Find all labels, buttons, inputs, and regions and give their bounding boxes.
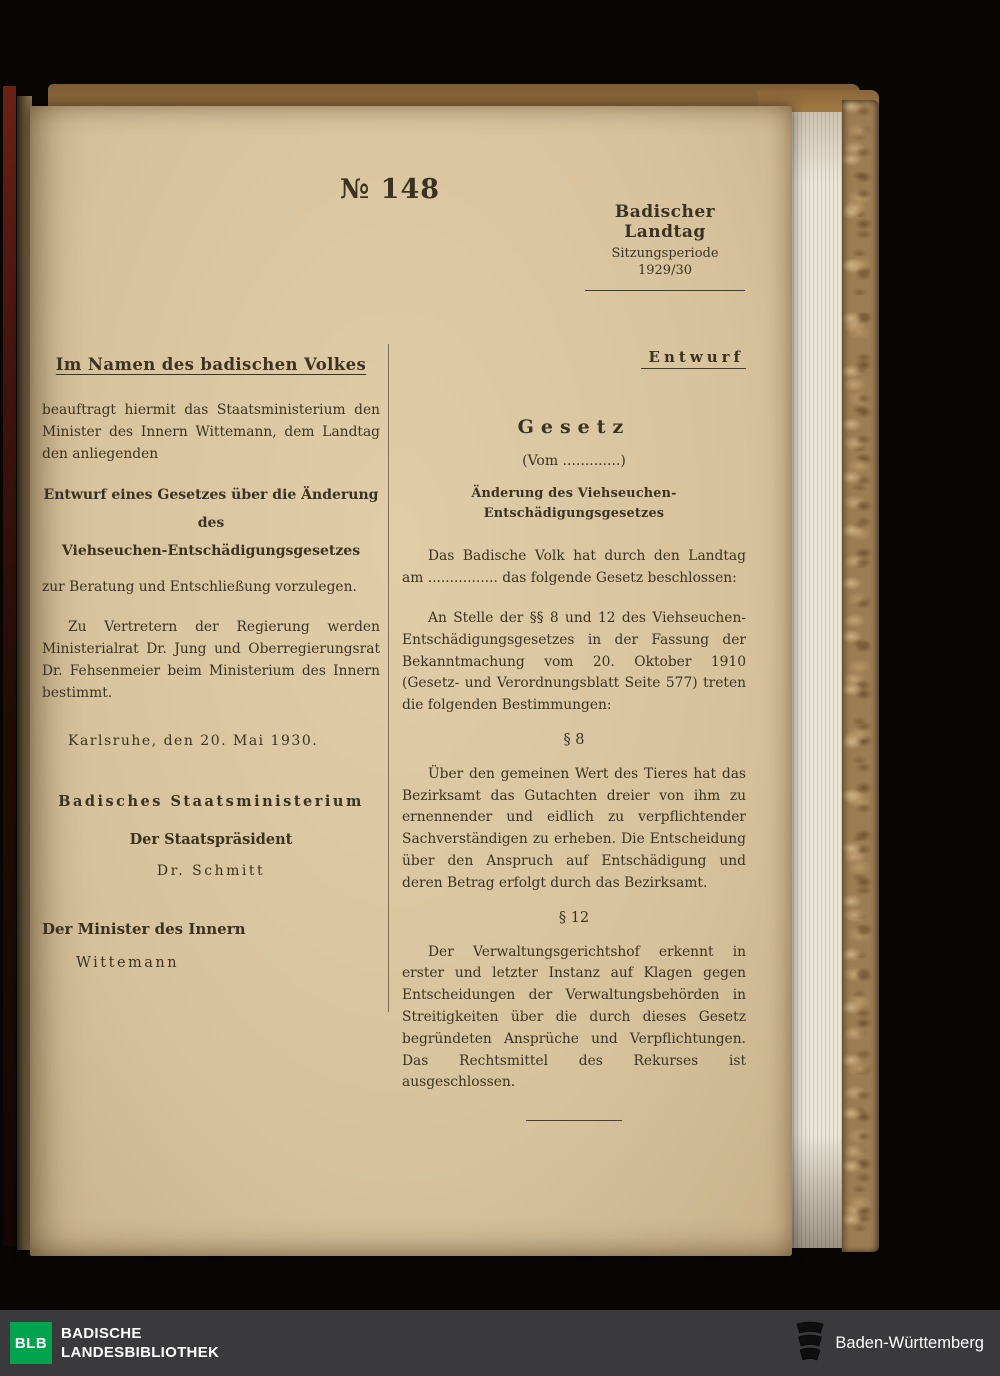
representatives-paragraph: Zu Vertretern der Regierung werden Ministerialrat Dr. Jung und Oberregierungsrat Dr. Fehsenmeier beim Ministerium des Innern bestimmt.	[42, 619, 380, 701]
library-name-line1: BADISCHE	[61, 1324, 142, 1342]
left-column	[42, 352, 380, 975]
session-period-value: 1929/30	[637, 263, 692, 278]
law-date-placeholder: (Vom .............)	[522, 452, 626, 469]
ministry-name: Badisches Staatsministerium	[58, 792, 364, 810]
law-heading: Gesetz	[517, 415, 631, 438]
law-subtitle: Änderung des Viehseuchen-Entschädigungsgesetzes	[471, 485, 677, 522]
draft-title-line1: Entwurf eines Gesetzes über die Änderung des	[43, 487, 379, 532]
purpose-paragraph: zur Beratung und Entschließung vorzulegen.	[42, 579, 357, 596]
library-name-line2: LANDESBIBLIOTHEK	[61, 1344, 220, 1361]
draft-title	[42, 481, 380, 565]
session-period-label: Sitzungsperiode	[611, 246, 719, 261]
baden-wuerttemberg-coat-of-arms-icon	[793, 1321, 827, 1365]
landtag-header-block	[585, 202, 745, 291]
section-8-text: Über den gemeinen Wert des Tieres hat das Bezirksamt das Gutachten dreier von ihm zu ernennender und eidlich zu verpflichtender Sachverständigen zu erheben. Die Entscheidung über den Anspruch auf Entschädigung und deren Betrag erfolgt durch das Bezirksamt.	[402, 765, 746, 891]
book-spine-edge	[3, 86, 16, 1246]
draft-label: Entwurf	[402, 346, 746, 370]
library-name	[61, 1324, 219, 1362]
column-divider-rule	[388, 344, 389, 1012]
section-12-label: § 12	[558, 909, 590, 926]
closing-rule	[526, 1120, 622, 1121]
dateline: Karlsruhe, den 20. Mai 1930.	[68, 733, 319, 750]
president-title: Der Staatspräsident	[129, 831, 293, 849]
institution-name: Badischer Landtag	[614, 202, 716, 242]
president-signature: Dr. Schmitt	[156, 863, 266, 880]
enactment-paragraph: Das Badische Volk hat durch den Landtag am ................ das folgende Gesetz beschlossen:	[402, 548, 746, 587]
right-column	[402, 346, 746, 1121]
library-footer-bar	[0, 1310, 1000, 1376]
marbled-cover-edge	[842, 100, 879, 1252]
minister-signature: Wittemann	[76, 955, 180, 972]
scanned-page	[30, 106, 792, 1256]
document-number: № 148	[339, 174, 441, 205]
proclamation-heading: Im Namen des badischen Volkes	[55, 355, 367, 374]
page-stack-fore-edge	[786, 112, 848, 1248]
amendment-paragraph: An Stelle der §§ 8 und 12 des Viehseuchen-Entschädigungsgesetzes in der Fassung der Bekanntmachung vom 20. Oktober 1910 (Gesetz- und Verordnungsblatt Seite 577) treten die folgenden Bestimmungen:	[402, 609, 746, 714]
draft-title-line2: Viehseuchen-Entschädigungsgesetzes	[61, 543, 361, 560]
state-name: Baden-Württemberg	[835, 1333, 984, 1352]
section-12-text: Der Verwaltungsgerichtshof erkennt in erster und letzter Instanz auf Klagen gegen Entscheidungen der Verwaltungsbehörden in Streitigkeiten über die durch dieses Gesetz begründeten Ansprüche und Verpflichtungen. Das Rechtsmittel des Rekurses ist ausgeschlossen.	[402, 943, 746, 1091]
minister-title: Der Minister des Innern	[42, 920, 246, 939]
intro-paragraph: beauftragt hiermit das Staatsministerium den Minister des Innern Wittemann, dem Landtag den anliegenden	[42, 402, 380, 462]
blb-logo: BLB	[10, 1322, 52, 1364]
section-8-label: § 8	[563, 731, 585, 748]
